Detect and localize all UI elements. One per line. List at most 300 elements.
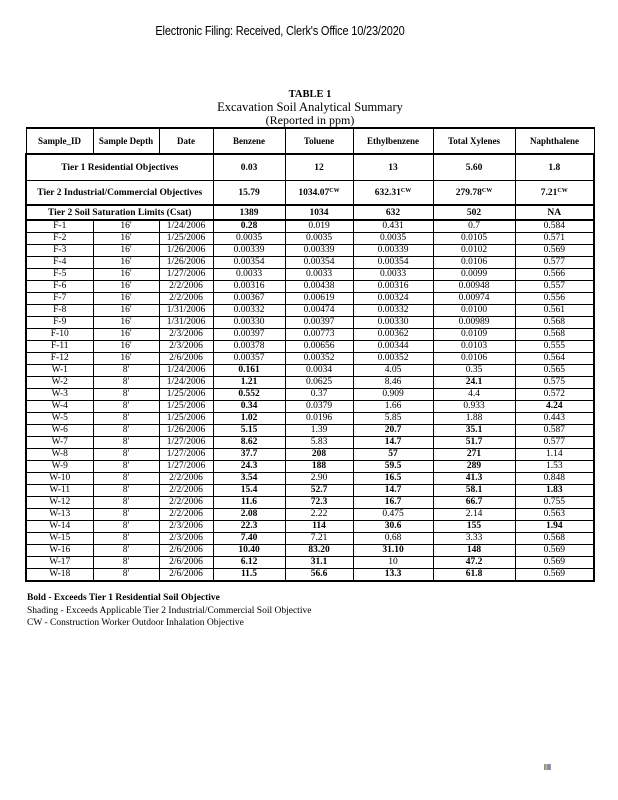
cell-toluene: 0.00773 <box>285 329 353 341</box>
cell-naphthalene: 0.568 <box>515 317 594 329</box>
cell-naphthalene: 0.565 <box>515 365 594 377</box>
cell-toluene: 1.39 <box>285 425 353 437</box>
note-shading: Shading - Exceeds Applicable Tier 2 Industrial/Commercial Soil Objective <box>27 605 312 616</box>
cell-benzene: 11.5 <box>213 569 285 582</box>
cell-date: 1/25/2006 <box>159 389 213 401</box>
cell-xylenes: 35.1 <box>433 425 515 437</box>
cell-naphthalene: 0.568 <box>515 329 594 341</box>
cell-date: 2/6/2006 <box>159 545 213 557</box>
col-benzene: Benzene <box>213 128 285 154</box>
cell-ethylbenzene: 0.00316 <box>353 281 433 293</box>
cell-naphthalene: 0.577 <box>515 437 594 449</box>
cell-ethylbenzene: 0.00339 <box>353 245 433 257</box>
cell-depth: 8' <box>93 509 159 521</box>
cell-toluene: 114 <box>285 521 353 533</box>
table-row <box>26 437 594 449</box>
cell-toluene: 52.7 <box>285 485 353 497</box>
cell-depth: 8' <box>93 365 159 377</box>
cell-id: F-6 <box>26 281 93 293</box>
cell-benzene: 3.54 <box>213 473 285 485</box>
cell-ethylbenzene: 0.00344 <box>353 341 433 353</box>
csat-ethylbenzene: 632 <box>353 205 433 220</box>
cell-depth: 16' <box>93 341 159 353</box>
cell-id: W-12 <box>26 497 93 509</box>
cell-xylenes: 0.7 <box>433 220 515 233</box>
cell-toluene: 0.00656 <box>285 341 353 353</box>
cell-id: F-7 <box>26 293 93 305</box>
analytical-summary-table <box>25 127 595 582</box>
cell-benzene: 37.7 <box>213 449 285 461</box>
note-cw: CW - Construction Worker Outdoor Inhalation Objective <box>27 618 244 628</box>
cell-naphthalene: 0.557 <box>515 281 594 293</box>
table-row <box>26 401 594 413</box>
tier1-label: Tier 1 Residential Objectives <box>26 154 213 181</box>
cell-toluene: 0.0625 <box>285 377 353 389</box>
cell-toluene: 0.00352 <box>285 353 353 365</box>
cw-superscript: CW <box>329 187 340 194</box>
cell-id: W-17 <box>26 557 93 569</box>
tier1-objectives-row <box>26 154 594 181</box>
cell-ethylbenzene: 0.68 <box>353 533 433 545</box>
cell-naphthalene: 0.569 <box>515 557 594 569</box>
table-row <box>26 317 594 329</box>
cell-naphthalene: 0.555 <box>515 341 594 353</box>
cell-xylenes: 51.7 <box>433 437 515 449</box>
cell-date: 2/6/2006 <box>159 557 213 569</box>
cell-benzene: 0.34 <box>213 401 285 413</box>
cell-xylenes: 1.88 <box>433 413 515 425</box>
cell-date: 1/27/2006 <box>159 449 213 461</box>
cw-superscript: CW <box>400 187 412 194</box>
cell-xylenes: 41.3 <box>433 473 515 485</box>
cell-date: 1/31/2006 <box>159 305 213 317</box>
table-row <box>26 449 594 461</box>
cell-benzene: 0.00397 <box>213 329 285 341</box>
cell-date: 2/2/2006 <box>159 281 213 293</box>
cell-ethylbenzene: 0.00332 <box>353 305 433 317</box>
cell-toluene: 83.20 <box>285 545 353 557</box>
cell-date: 1/25/2006 <box>159 401 213 413</box>
cell-id: F-8 <box>26 305 93 317</box>
cell-xylenes: 0.0099 <box>433 269 515 281</box>
table-row <box>26 545 594 557</box>
cell-date: 1/27/2006 <box>159 461 213 473</box>
cell-toluene: 0.00438 <box>285 281 353 293</box>
cell-ethylbenzene: 1.66 <box>353 401 433 413</box>
cell-id: F-2 <box>26 233 93 245</box>
cell-ethylbenzene: 59.5 <box>353 461 433 473</box>
cell-ethylbenzene: 5.85 <box>353 413 433 425</box>
table-row <box>26 293 594 305</box>
cw-superscript: CW <box>481 187 493 194</box>
cell-ethylbenzene: 0.00362 <box>353 329 433 341</box>
cell-depth: 8' <box>93 545 159 557</box>
cell-ethylbenzene: 0.0035 <box>353 233 433 245</box>
table-row <box>26 245 594 257</box>
cell-depth: 16' <box>93 293 159 305</box>
cell-date: 2/2/2006 <box>159 485 213 497</box>
cell-xylenes: 289 <box>433 461 515 473</box>
cell-xylenes: 0.0109 <box>433 329 515 341</box>
cell-date: 2/6/2006 <box>159 569 213 582</box>
page-mark-icon <box>544 764 551 770</box>
col-naphthalene: Naphthalene <box>515 128 594 154</box>
cell-depth: 8' <box>93 497 159 509</box>
cell-naphthalene: 0.572 <box>515 389 594 401</box>
cell-id: W-7 <box>26 437 93 449</box>
tier2-benzene: 15.79 <box>213 181 285 206</box>
table-row <box>26 485 594 497</box>
cell-date: 1/26/2006 <box>159 425 213 437</box>
cell-depth: 8' <box>93 461 159 473</box>
cell-depth: 8' <box>93 389 159 401</box>
cell-date: 1/24/2006 <box>159 377 213 389</box>
table-title <box>160 88 460 127</box>
cell-depth: 16' <box>93 245 159 257</box>
cell-ethylbenzene: 16.7 <box>353 497 433 509</box>
cell-naphthalene: 0.577 <box>515 257 594 269</box>
cell-depth: 8' <box>93 473 159 485</box>
csat-xylenes: 502 <box>433 205 515 220</box>
cell-benzene: 22.3 <box>213 521 285 533</box>
cell-benzene: 2.08 <box>213 509 285 521</box>
cell-ethylbenzene: 0.00330 <box>353 317 433 329</box>
cell-depth: 16' <box>93 329 159 341</box>
cell-depth: 8' <box>93 425 159 437</box>
cell-date: 1/26/2006 <box>159 257 213 269</box>
cell-naphthalene: 1.14 <box>515 449 594 461</box>
tier2-ethylbenzene: $632.31^{CW}$ <box>353 181 433 206</box>
cell-date: 1/24/2006 <box>159 365 213 377</box>
cell-toluene: 0.0035 <box>285 233 353 245</box>
csat-naphthalene: NA <box>515 205 594 220</box>
cell-id: W-3 <box>26 389 93 401</box>
table-notes <box>27 592 311 630</box>
cell-benzene: 0.161 <box>213 365 285 377</box>
cell-naphthalene: 0.569 <box>515 245 594 257</box>
cell-xylenes: 0.0100 <box>433 305 515 317</box>
cell-xylenes: 0.0103 <box>433 341 515 353</box>
cell-benzene: 0.0033 <box>213 269 285 281</box>
cell-xylenes: 58.1 <box>433 485 515 497</box>
cell-id: F-9 <box>26 317 93 329</box>
cell-benzene: 8.62 <box>213 437 285 449</box>
cell-xylenes: 66.7 <box>433 497 515 509</box>
cell-depth: 8' <box>93 521 159 533</box>
cell-date: 1/27/2006 <box>159 269 213 281</box>
cell-benzene: 0.00330 <box>213 317 285 329</box>
cell-xylenes: 148 <box>433 545 515 557</box>
cell-ethylbenzene: 57 <box>353 449 433 461</box>
cell-toluene: 0.019 <box>285 220 353 233</box>
note-bold: Bold - Exceeds Tier 1 Residential Soil Objective <box>27 593 220 603</box>
cell-id: W-11 <box>26 485 93 497</box>
cell-ethylbenzene: 20.7 <box>353 425 433 437</box>
cell-date: 1/25/2006 <box>159 233 213 245</box>
cell-benzene: 24.3 <box>213 461 285 473</box>
col-date: Date <box>159 128 213 154</box>
cell-id: W-16 <box>26 545 93 557</box>
table-row <box>26 521 594 533</box>
cell-toluene: 0.0034 <box>285 365 353 377</box>
cell-depth: 8' <box>93 485 159 497</box>
cell-id: W-14 <box>26 521 93 533</box>
table-row <box>26 341 594 353</box>
cell-naphthalene: 0.556 <box>515 293 594 305</box>
cell-toluene: 0.0196 <box>285 413 353 425</box>
cell-xylenes: 0.0106 <box>433 257 515 269</box>
cell-depth: 16' <box>93 353 159 365</box>
cell-depth: 8' <box>93 401 159 413</box>
cell-ethylbenzene: 16.5 <box>353 473 433 485</box>
cell-ethylbenzene: 13.3 <box>353 569 433 582</box>
cell-naphthalene: 0.755 <box>515 497 594 509</box>
cell-naphthalene: 0.564 <box>515 353 594 365</box>
table-row <box>26 569 594 582</box>
cell-xylenes: 3.33 <box>433 533 515 545</box>
cell-xylenes: 0.00974 <box>433 293 515 305</box>
cell-benzene: 0.00354 <box>213 257 285 269</box>
cell-toluene: 7.21 <box>285 533 353 545</box>
table-row <box>26 233 594 245</box>
cell-toluene: 208 <box>285 449 353 461</box>
cell-id: F-3 <box>26 245 93 257</box>
table-row <box>26 509 594 521</box>
table-row <box>26 257 594 269</box>
col-ethylbenzene: Ethylbenzene <box>353 128 433 154</box>
table-row <box>26 365 594 377</box>
cell-toluene: 0.00474 <box>285 305 353 317</box>
cell-ethylbenzene: 0.00354 <box>353 257 433 269</box>
cell-xylenes: 155 <box>433 521 515 533</box>
table-row <box>26 377 594 389</box>
tier2-naphthalene: $7.21^{CW}$ <box>515 181 594 206</box>
table-row <box>26 473 594 485</box>
cell-benzene: 0.28 <box>213 220 285 233</box>
cell-benzene: 0.0035 <box>213 233 285 245</box>
cell-depth: 8' <box>93 557 159 569</box>
cell-ethylbenzene: 8.46 <box>353 377 433 389</box>
cell-ethylbenzene: 14.7 <box>353 437 433 449</box>
tier2-objectives-row <box>26 181 594 206</box>
table-row <box>26 425 594 437</box>
cell-toluene: 56.6 <box>285 569 353 582</box>
cell-toluene: 0.00619 <box>285 293 353 305</box>
cell-depth: 16' <box>93 220 159 233</box>
cell-id: W-10 <box>26 473 93 485</box>
cell-benzene: 10.40 <box>213 545 285 557</box>
cell-xylenes: 0.35 <box>433 365 515 377</box>
col-sample-depth: Sample Depth <box>93 128 159 154</box>
table-row <box>26 461 594 473</box>
tier1-xylenes: 5.60 <box>433 154 515 181</box>
cell-toluene: 0.0379 <box>285 401 353 413</box>
cell-ethylbenzene: 0.431 <box>353 220 433 233</box>
cell-naphthalene: 0.569 <box>515 545 594 557</box>
cell-xylenes: 271 <box>433 449 515 461</box>
cell-ethylbenzene: 10 <box>353 557 433 569</box>
csat-toluene: 1034 <box>285 205 353 220</box>
cell-naphthalene: 0.568 <box>515 533 594 545</box>
table-row <box>26 533 594 545</box>
col-sample-id: Sample_ID <box>26 128 93 154</box>
cell-depth: 16' <box>93 281 159 293</box>
cell-naphthalene: 0.561 <box>515 305 594 317</box>
cell-benzene: 0.00378 <box>213 341 285 353</box>
cell-id: W-2 <box>26 377 93 389</box>
cell-naphthalene: 1.94 <box>515 521 594 533</box>
cell-date: 1/24/2006 <box>159 220 213 233</box>
cell-date: 2/3/2006 <box>159 341 213 353</box>
cell-xylenes: 2.14 <box>433 509 515 521</box>
tier2-toluene: $1034.07^{CW}$ <box>285 181 353 206</box>
cell-date: 2/3/2006 <box>159 533 213 545</box>
cell-benzene: 5.15 <box>213 425 285 437</box>
cell-toluene: 0.00397 <box>285 317 353 329</box>
cell-depth: 8' <box>93 449 159 461</box>
cell-id: W-15 <box>26 533 93 545</box>
cell-xylenes: 0.0106 <box>433 353 515 365</box>
cell-ethylbenzene: 0.475 <box>353 509 433 521</box>
cell-benzene: 7.40 <box>213 533 285 545</box>
cell-benzene: 1.21 <box>213 377 285 389</box>
cell-id: W-18 <box>26 569 93 582</box>
cell-xylenes: 4.4 <box>433 389 515 401</box>
cell-id: F-4 <box>26 257 93 269</box>
cell-naphthalene: 0.575 <box>515 377 594 389</box>
cell-naphthalene: 0.566 <box>515 269 594 281</box>
tier1-naphthalene: 1.8 <box>515 154 594 181</box>
cell-naphthalene: 1.83 <box>515 485 594 497</box>
cell-toluene: 2.90 <box>285 473 353 485</box>
cell-xylenes: 0.00989 <box>433 317 515 329</box>
csat-benzene: 1389 <box>213 205 285 220</box>
cell-naphthalene: 0.443 <box>515 413 594 425</box>
cell-naphthalene: 4.24 <box>515 401 594 413</box>
cell-id: F-1 <box>26 220 93 233</box>
cell-benzene: 0.00367 <box>213 293 285 305</box>
cell-id: W-1 <box>26 365 93 377</box>
tier2-xylenes: $279.78^{CW}$ <box>433 181 515 206</box>
filing-stamp: Electronic Filing: Received, Clerk's Office 10/23/2020 <box>155 24 405 38</box>
table-row <box>26 497 594 509</box>
table-row <box>26 557 594 569</box>
table-row <box>26 353 594 365</box>
cell-depth: 8' <box>93 377 159 389</box>
cell-depth: 16' <box>93 257 159 269</box>
cell-date: 2/3/2006 <box>159 329 213 341</box>
cell-id: F-5 <box>26 269 93 281</box>
cell-xylenes: 0.00948 <box>433 281 515 293</box>
cw-superscript: CW <box>557 187 568 194</box>
cell-benzene: 0.00332 <box>213 305 285 317</box>
table-number: TABLE 1 <box>288 89 332 100</box>
tier1-toluene: 12 <box>285 154 353 181</box>
cell-id: W-6 <box>26 425 93 437</box>
cell-xylenes: 0.0102 <box>433 245 515 257</box>
cell-toluene: 0.37 <box>285 389 353 401</box>
table-row <box>26 281 594 293</box>
cell-id: W-4 <box>26 401 93 413</box>
cell-id: F-12 <box>26 353 93 365</box>
cell-benzene: 6.12 <box>213 557 285 569</box>
cell-date: 2/2/2006 <box>159 473 213 485</box>
cell-benzene: 15.4 <box>213 485 285 497</box>
cell-toluene: 0.00354 <box>285 257 353 269</box>
cell-xylenes: 0.0105 <box>433 233 515 245</box>
cell-naphthalene: 0.587 <box>515 425 594 437</box>
cell-ethylbenzene: 0.00324 <box>353 293 433 305</box>
cell-toluene: 2.22 <box>285 509 353 521</box>
table-row <box>26 329 594 341</box>
cell-toluene: 0.0033 <box>285 269 353 281</box>
cell-ethylbenzene: 31.10 <box>353 545 433 557</box>
csat-row <box>26 205 594 220</box>
cell-naphthalene: 0.848 <box>515 473 594 485</box>
cell-date: 2/3/2006 <box>159 521 213 533</box>
table-row <box>26 305 594 317</box>
tier2-label: Tier 2 Industrial/Commercial Objectives <box>26 181 213 206</box>
cell-toluene: 72.3 <box>285 497 353 509</box>
cell-depth: 16' <box>93 269 159 281</box>
cell-id: W-5 <box>26 413 93 425</box>
table-caption: Excavation Soil Analytical Summary <box>217 100 403 114</box>
cell-benzene: 11.6 <box>213 497 285 509</box>
cell-xylenes: 24.1 <box>433 377 515 389</box>
cell-depth: 8' <box>93 533 159 545</box>
cell-depth: 16' <box>93 305 159 317</box>
cell-date: 1/31/2006 <box>159 317 213 329</box>
cell-id: F-11 <box>26 341 93 353</box>
table-row <box>26 269 594 281</box>
cell-date: 1/27/2006 <box>159 437 213 449</box>
cell-benzene: 0.00339 <box>213 245 285 257</box>
cell-xylenes: 0.933 <box>433 401 515 413</box>
cell-id: W-8 <box>26 449 93 461</box>
cell-toluene: 188 <box>285 461 353 473</box>
table-row <box>26 389 594 401</box>
cell-id: W-9 <box>26 461 93 473</box>
cell-ethylbenzene: 30.6 <box>353 521 433 533</box>
cell-ethylbenzene: 0.00352 <box>353 353 433 365</box>
tier1-ethylbenzene: 13 <box>353 154 433 181</box>
cell-naphthalene: 0.563 <box>515 509 594 521</box>
col-toluene: Toluene <box>285 128 353 154</box>
cell-depth: 8' <box>93 413 159 425</box>
cell-ethylbenzene: 4.05 <box>353 365 433 377</box>
col-total-xylenes: Total Xylenes <box>433 128 515 154</box>
cell-depth: 8' <box>93 437 159 449</box>
cell-date: 2/2/2006 <box>159 509 213 521</box>
cell-xylenes: 61.8 <box>433 569 515 582</box>
cell-toluene: 5.83 <box>285 437 353 449</box>
cell-naphthalene: 0.569 <box>515 569 594 582</box>
cell-date: 1/25/2006 <box>159 413 213 425</box>
cell-depth: 16' <box>93 317 159 329</box>
cell-depth: 8' <box>93 569 159 582</box>
cell-toluene: 0.00339 <box>285 245 353 257</box>
cell-benzene: 0.552 <box>213 389 285 401</box>
table-units: (Reported in ppm) <box>265 113 355 127</box>
cell-naphthalene: 1.53 <box>515 461 594 473</box>
column-header-row <box>26 128 594 154</box>
cell-date: 2/2/2006 <box>159 293 213 305</box>
cell-ethylbenzene: 0.909 <box>353 389 433 401</box>
cell-id: F-10 <box>26 329 93 341</box>
cell-ethylbenzene: 0.0033 <box>353 269 433 281</box>
table-row <box>26 220 594 233</box>
cell-xylenes: 47.2 <box>433 557 515 569</box>
